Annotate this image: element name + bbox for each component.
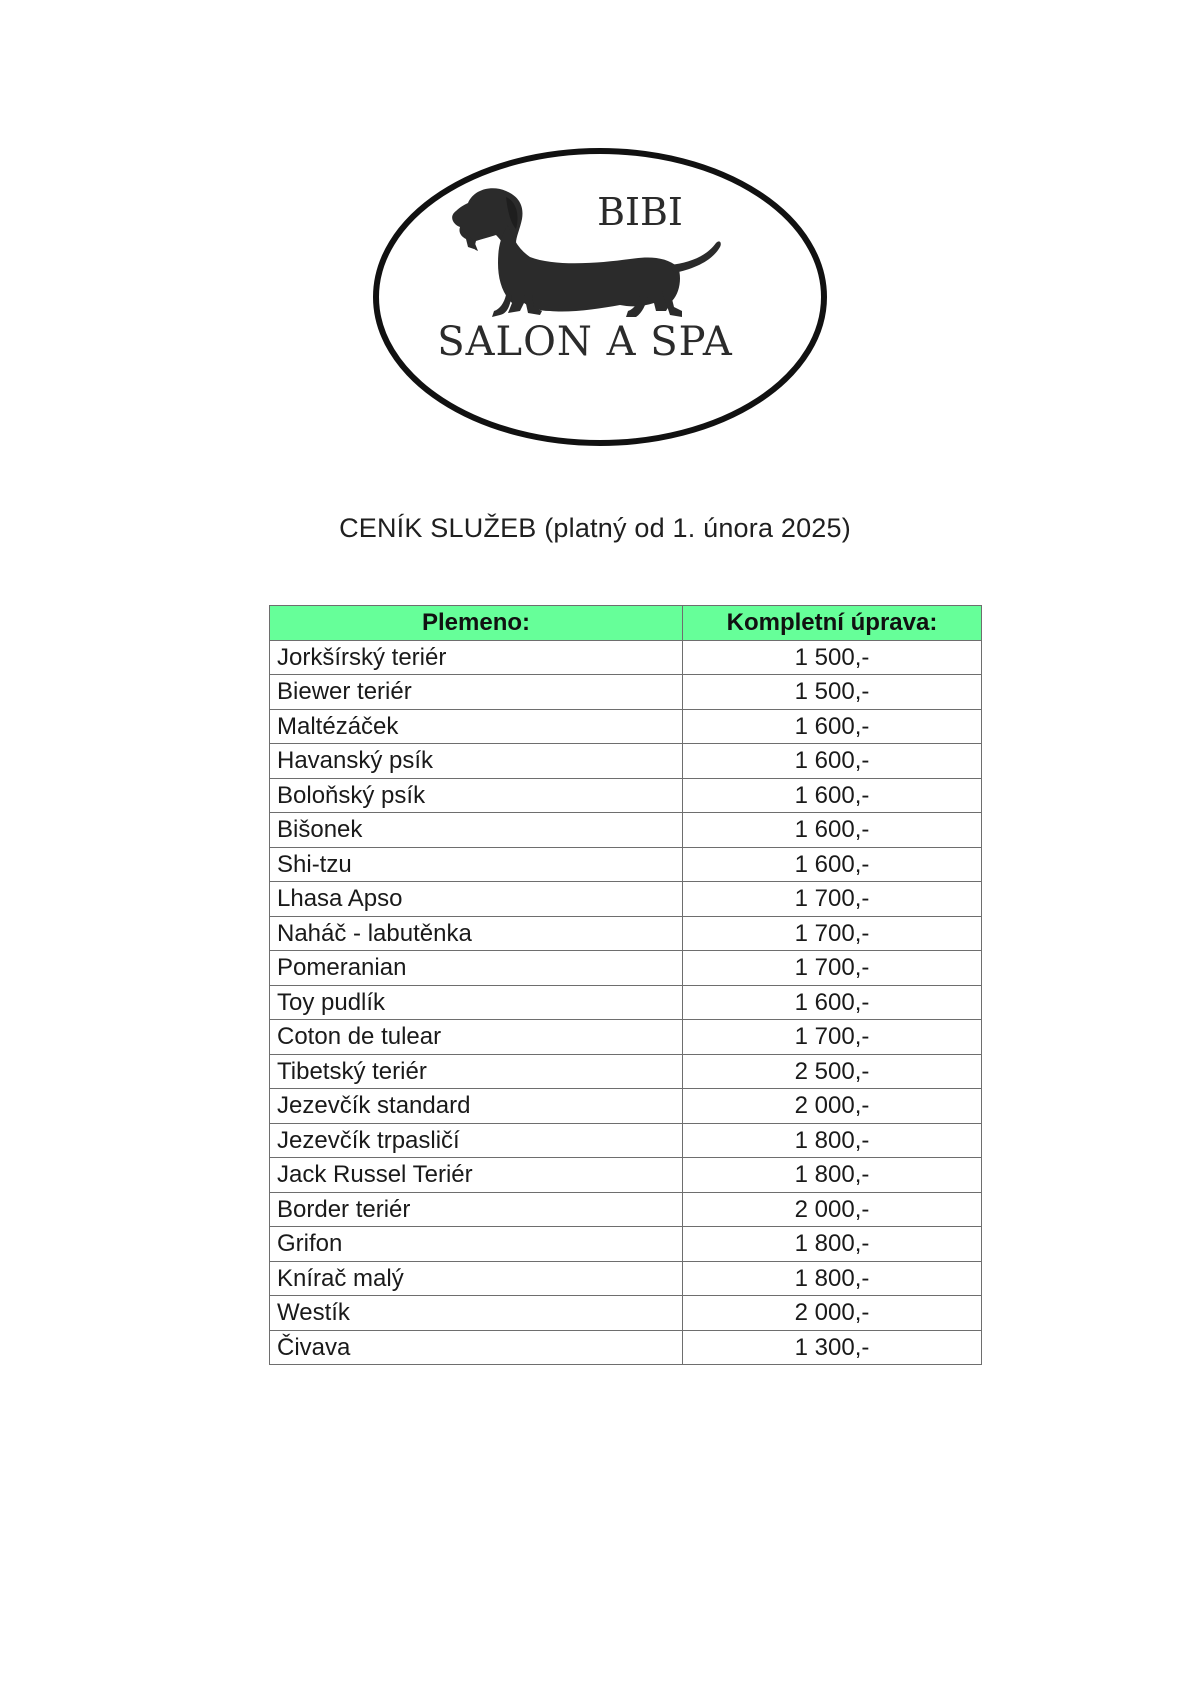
table-row	[270, 916, 982, 951]
price-cell: 1 500,-	[683, 675, 982, 710]
breed-cell: Boloňský psík	[270, 778, 683, 813]
page-title: CENÍK SLUŽEB (platný od 1. února 2025)	[339, 513, 851, 543]
price-cell: 1 600,-	[683, 813, 982, 848]
price-cell: 1 600,-	[683, 709, 982, 744]
table-row	[270, 1261, 982, 1296]
table-row	[270, 847, 982, 882]
table-row	[270, 640, 982, 675]
price-cell: 1 700,-	[683, 1020, 982, 1055]
price-cell: 1 600,-	[683, 847, 982, 882]
breed-cell: Jack Russel Teriér	[270, 1158, 683, 1193]
table-header-row	[270, 606, 982, 641]
price-cell: 2 000,-	[683, 1296, 982, 1331]
breed-cell: Coton de tulear	[270, 1020, 683, 1055]
table-row	[270, 1020, 982, 1055]
price-cell: 1 300,-	[683, 1330, 982, 1365]
price-cell: 1 800,-	[683, 1227, 982, 1262]
table-row	[270, 882, 982, 917]
price-cell: 1 800,-	[683, 1123, 982, 1158]
logo-salon-text: SALON A SPA	[437, 319, 733, 365]
breed-cell: Jezevčík trpasličí	[270, 1123, 683, 1158]
table-row	[270, 1158, 982, 1193]
price-cell: 1 700,-	[683, 951, 982, 986]
table-row	[270, 778, 982, 813]
price-cell: 2 000,-	[683, 1192, 982, 1227]
breed-cell: Grifon	[270, 1227, 683, 1262]
breed-cell: Border teriér	[270, 1192, 683, 1227]
price-cell: 1 500,-	[683, 640, 982, 675]
breed-cell: Shi-tzu	[270, 847, 683, 882]
price-cell: 1 600,-	[683, 778, 982, 813]
price-cell: 2 500,-	[683, 1054, 982, 1089]
breed-cell: Knírač malý	[270, 1261, 683, 1296]
salon-logo	[370, 145, 830, 450]
table-row	[270, 985, 982, 1020]
breed-cell: Westík	[270, 1296, 683, 1331]
price-table	[269, 605, 982, 1365]
breed-cell: Naháč - labutěnka	[270, 916, 683, 951]
price-cell: 1 800,-	[683, 1261, 982, 1296]
breed-cell: Čivava	[270, 1330, 683, 1365]
breed-cell: Pomeranian	[270, 951, 683, 986]
table-row	[270, 675, 982, 710]
table-row	[270, 1054, 982, 1089]
header-breed: Plemeno:	[270, 606, 683, 641]
table-body	[270, 640, 982, 1365]
price-cell: 1 700,-	[683, 882, 982, 917]
price-cell: 1 800,-	[683, 1158, 982, 1193]
table-row	[270, 1330, 982, 1365]
logo-bibi-text: BIBI	[597, 190, 683, 234]
breed-cell: Tibetský teriér	[270, 1054, 683, 1089]
breed-cell: Biewer teriér	[270, 675, 683, 710]
table-row	[270, 709, 982, 744]
table-row	[270, 951, 982, 986]
table-row	[270, 1123, 982, 1158]
header-price: Kompletní úprava:	[683, 606, 982, 641]
price-cell: 1 600,-	[683, 985, 982, 1020]
table-row	[270, 1296, 982, 1331]
breed-cell: Maltézáček	[270, 709, 683, 744]
table-row	[270, 1089, 982, 1124]
table-row	[270, 1192, 982, 1227]
breed-cell: Jorkšírský teriér	[270, 640, 683, 675]
breed-cell: Lhasa Apso	[270, 882, 683, 917]
breed-cell: Toy pudlík	[270, 985, 683, 1020]
price-cell: 1 700,-	[683, 916, 982, 951]
table-row	[270, 1227, 982, 1262]
table-row	[270, 744, 982, 779]
breed-cell: Bišonek	[270, 813, 683, 848]
table-row	[270, 813, 982, 848]
price-cell: 2 000,-	[683, 1089, 982, 1124]
price-cell: 1 600,-	[683, 744, 982, 779]
breed-cell: Jezevčík standard	[270, 1089, 683, 1124]
breed-cell: Havanský psík	[270, 744, 683, 779]
